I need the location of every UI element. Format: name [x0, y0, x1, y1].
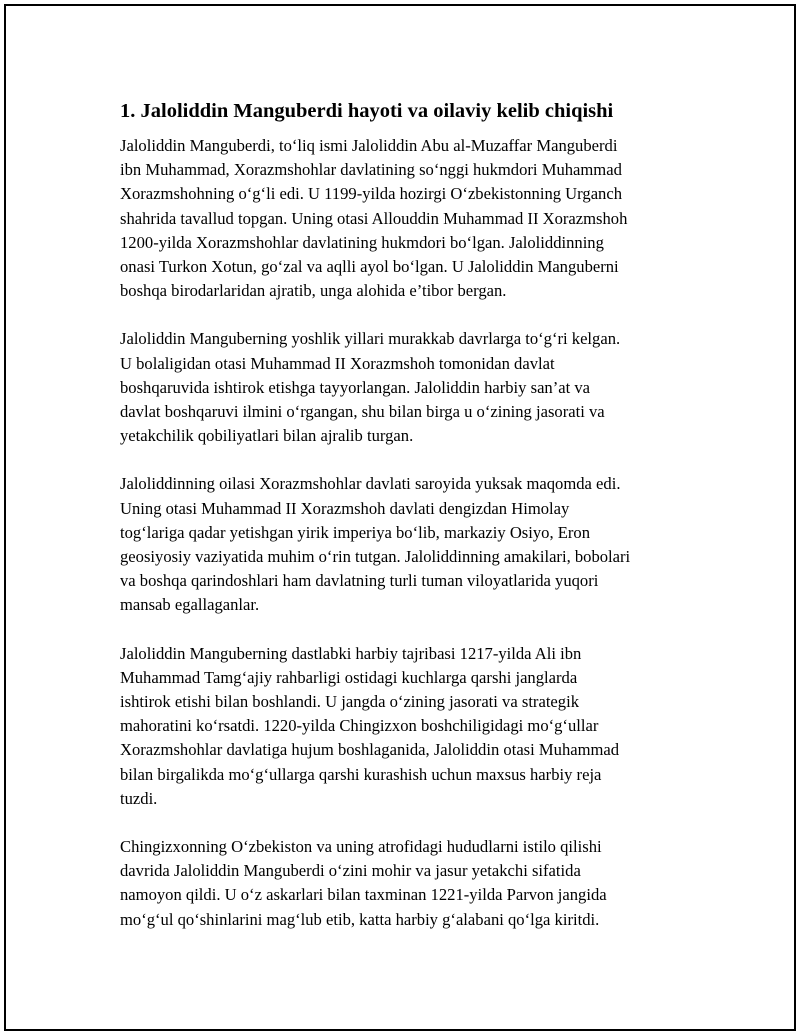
- text-line: davlat boshqaruvi ilmini o‘rgangan, shu bilan birga u o‘zining jasorati va: [120, 402, 605, 422]
- paragraph-3: [120, 472, 720, 617]
- text-line: mo‘g‘ul qo‘shinlarini mag‘lub etib, katta harbiy g‘alabani qo‘lga kiritdi.: [120, 909, 600, 929]
- text-line: boshqa birodarlaridan ajratib, unga alohida e’tibor bergan.: [120, 281, 507, 301]
- text-line: mansab egallaganlar.: [120, 595, 260, 615]
- paragraph-4: [120, 642, 720, 811]
- text-line: 1200-yilda Xorazmshohlar davlatining hukmdori bo‘lgan. Jaloliddinning: [120, 232, 604, 252]
- text-line: bilan birgalikda mo‘g‘ullarga qarshi kurashish uchun maxsus harbiy reja: [120, 764, 602, 784]
- text-line: va boshqa qarindoshlari ham davlatning turli tuman viloyatlarida yuqori: [120, 571, 599, 591]
- text-line: Jaloliddin Manguberning yoshlik yillari murakkab davrlarga to‘g‘ri kelgan.: [120, 329, 621, 349]
- text-line: Xorazmshohlar davlatiga hujum boshlaganida, Jaloliddin otasi Muhammad: [120, 740, 620, 760]
- text-line: shahrida tavallud topgan. Uning otasi Allouddin Muhammad II Xorazmshoh: [120, 208, 628, 228]
- text-line: U bolaligidan otasi Muhammad II Xorazmshoh tomonidan davlat: [120, 353, 555, 373]
- text-line: Muhammad Tamg‘ajiy rahbarligi ostidagi kuchlarga qarshi janglarda: [120, 667, 578, 687]
- section-title: 1. Jaloliddin Manguberdi hayoti va oilaviy kelib chiqishi: [120, 100, 614, 122]
- text-line: Jaloliddinning oilasi Xorazmshohlar davlati saroyida yuksak maqomda edi.: [120, 474, 621, 494]
- text-line: Jaloliddin Manguberdi, to‘liq ismi Jaloliddin Abu al-Muzaffar Manguberdi: [120, 136, 618, 155]
- text-line: tog‘lariga qadar yetishgan yirik imperiya bo‘lib, markaziy Osiyo, Eron: [120, 522, 591, 542]
- paragraph-5: [120, 835, 720, 932]
- text-line: namoyon qildi. U o‘z askarlari bilan taxminan 1221-yilda Parvon jangida: [120, 885, 607, 905]
- text-line: mahoratini ko‘rsatdi. 1220-yilda Chingizxon boshchiligidagi mo‘g‘ullar: [120, 716, 599, 736]
- page-frame: [4, 4, 796, 1031]
- document-body: [120, 98, 720, 956]
- paragraph-2: [120, 327, 720, 448]
- paragraph-1: [120, 134, 720, 303]
- text-line: davrida Jaloliddin Manguberdi o‘zini mohir va jasur yetakchi sifatida: [120, 861, 581, 881]
- text-line: Xorazmshohning o‘g‘li edi. U 1199-yilda hozirgi O‘zbekistonning Urganch: [120, 184, 623, 204]
- text-line: Uning otasi Muhammad II Xorazmshoh davlati dengizdan Himolay: [120, 498, 570, 518]
- text-line: yetakchilik qobiliyatlari bilan ajralib turgan.: [120, 426, 414, 446]
- text-line: tuzdi.: [120, 788, 158, 808]
- text-line: ishtirok etishi bilan boshlandi. U jangda o‘zining jasorati va strategik: [120, 692, 580, 712]
- text-line: ibn Muhammad, Xorazmshohlar davlatining so‘nggi hukmdori Muhammad: [120, 160, 622, 180]
- text-line: Jaloliddin Manguberning dastlabki harbiy tajribasi 1217-yilda Ali ibn: [120, 643, 582, 663]
- text-line: geosiyosiy vaziyatida muhim o‘rin tutgan. Jaloliddinning amakilari, bobolari: [120, 547, 631, 567]
- text-line: onasi Turkon Xotun, go‘zal va aqlli ayol bo‘lgan. U Jaloliddin Manguberni: [120, 257, 619, 277]
- text-line: boshqaruvida ishtirok etishga tayyorlangan. Jaloliddin harbiy san’at va: [120, 377, 591, 397]
- text-line: Chingizxonning O‘zbekiston va uning atrofidagi hududlarni istilo qilishi: [120, 837, 602, 857]
